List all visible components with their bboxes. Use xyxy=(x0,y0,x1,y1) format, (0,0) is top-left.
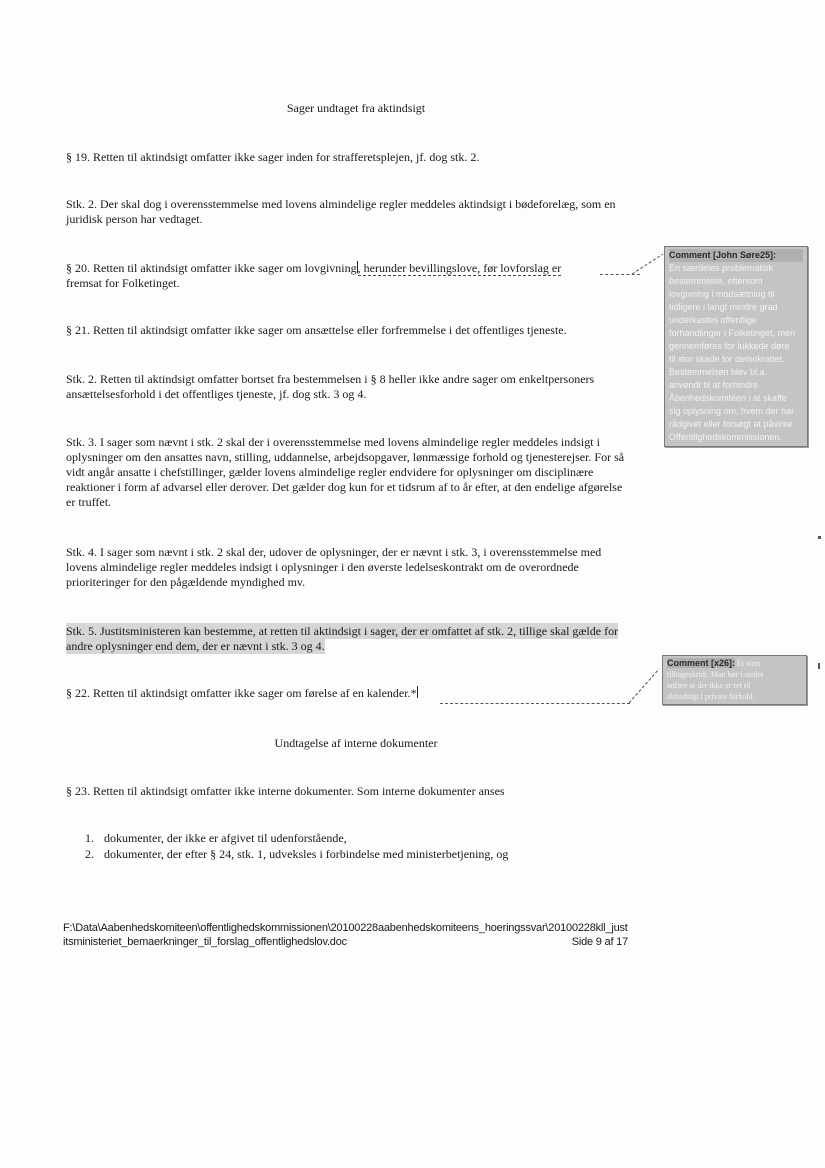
comment-connector xyxy=(625,665,661,707)
comment-connector xyxy=(440,703,630,704)
comment-line: lovgivning i modsætning til xyxy=(669,289,775,299)
page-number: Side 9 af 17 xyxy=(571,936,628,948)
paragraph-22-text: § 22. Retten til aktindsigt omfatter ikke sager om førelse af en kalender. xyxy=(66,686,411,700)
footer-path-line1: F:\Data\Aabenhedskomiteen\offentlighedskommissionen\20100228aabenhedskomiteens_hoeringssvar\20100228kll_just xyxy=(63,922,628,934)
paragraph-19: § 19. Retten til aktindsigt omfatter ikke sager inden for strafferetsplejen, jf. dog stk. 2. xyxy=(66,150,480,164)
comment-line: rådgivet eller forsøgt at påvirke xyxy=(669,419,793,429)
numbered-list xyxy=(85,830,625,862)
list-item xyxy=(85,846,625,862)
list-item xyxy=(85,830,625,846)
paragraph-21-stk3: Stk. 3. I sager som nævnt i stk. 2 skal der i overensstemmelse med lovens almindelige regler meddeles indsigt i oplysninger om den ansattes navn, stilling, uddannelse, arbejdsopgaver, lønmæssige forhold og tjenesterejser. For så vidt angår ansatte i chefstillinger, gælder lovens almindelige regler endvidere for oplysninger om disciplinære reaktioner i form af advarsel eller derover. Det gælder dog kun for et tidsrum af to år efter, at den endelige afgørelse er truffet. xyxy=(66,435,625,509)
page-title: Sager undtaget fra aktindsigt xyxy=(286,101,426,115)
comment-line: anvendt til at forhindre xyxy=(669,380,759,390)
comment-line: bestemmelse, eftersom xyxy=(669,276,763,286)
paragraph-22 xyxy=(66,686,632,701)
list-number: 2. xyxy=(85,847,94,861)
paragraph-20 xyxy=(66,261,632,291)
comment-line: sig oplysning om, hvem der har xyxy=(669,406,795,416)
highlighted-text[interactable]: Stk. 5. Justitsministeren kan bestemme, at retten til aktindsigt i sager, der er omfattet af stk. 2, tillige skal gælde for andre oplysninger end dem, der er nævnt i stk. 3 og 4. xyxy=(66,624,619,653)
comment-line: Bestemmelsen blev bl.a. xyxy=(669,367,768,377)
comment-line: Offentlighedskommissionen. xyxy=(669,432,782,442)
paragraph-19-stk2: Stk. 2. Der skal dog i overensstemmelse med lovens almindelige regler meddeles aktindsigt i bødeforelæg, som en juridisk person har vedtaget. xyxy=(66,197,616,226)
comment-balloon-x26[interactable] xyxy=(662,655,807,705)
comment-author: Comment [x26]: xyxy=(667,658,736,668)
footer xyxy=(63,921,628,949)
comment-line: Et stort xyxy=(735,659,761,668)
paragraph-21-stk5[interactable] xyxy=(66,624,632,654)
paragraph-21: § 21. Retten til aktindsigt omfatter ikke sager om ansættelse eller forfremmelse i det offentliges tjeneste. xyxy=(66,323,567,337)
comment-line: forhandlinger i Folketinget, men xyxy=(669,328,796,338)
paragraph-21-stk2: Stk. 2. Retten til aktindsigt omfatter bortset fra bestemmelsen i § 8 heller ikke andre sager om enkeltpersoners ansættelsesforhold i det offentliges tjeneste, jf. dog stk. 3 og 4. xyxy=(66,372,595,401)
comment-author: Comment [John Søre25]: xyxy=(669,249,803,262)
comment-line: til stor skade for demokratiet. xyxy=(669,354,785,364)
list-number: 1. xyxy=(85,831,94,845)
footer-path-line2: itsministeriet_bemaerkninger_til_forslag_offentlighedslov.doc xyxy=(63,936,347,948)
paragraph-21-stk4: Stk. 4. I sager som nævnt i stk. 2 skal der, udover de oplysninger, der er nævnt i stk. 3, i overensstemmelse med lovens almindelige regler meddeles indsigt i oplysninger i den øverste ledelseskontrakt om de overordnede prioriteringer for den pågældende myndighed mv. xyxy=(66,545,602,589)
comment-balloon-john[interactable] xyxy=(664,246,808,447)
comment-line: tilbageskridt. Man bør i stedet xyxy=(667,670,764,679)
text-cursor xyxy=(417,686,418,698)
paragraph-20-commented-text[interactable]: , herunder bevillingslove, før lovforslag er xyxy=(357,261,562,275)
paragraph-23: § 23. Retten til aktindsigt omfatter ikke interne dokumenter. Som interne dokumenter anses xyxy=(66,784,505,798)
footer-row xyxy=(63,935,628,949)
comment-line: Åbenhedskomitéen i at skaffe xyxy=(669,393,787,403)
comment-line: anføre at der ikke er ret til xyxy=(667,681,751,690)
list-text: dokumenter, der efter § 24, stk. 1, udveksles i forbindelse med ministerbetjening, og xyxy=(104,847,509,861)
paragraph-20-text-a: § 20. Retten til aktindsigt omfatter ikke sager om lovgivning xyxy=(66,261,357,275)
comment-line: En særdeles problematisk xyxy=(669,263,774,273)
comment-line: tidligere i langt mindre grad xyxy=(669,302,778,312)
list-text: dokumenter, der ikke er afgivet til udenforstående, xyxy=(104,831,347,845)
margin-mark xyxy=(818,663,820,669)
comment-anchor-mark[interactable]: * xyxy=(410,686,417,700)
comment-line: aktindsigt i private forhold. xyxy=(667,692,755,701)
comment-line: underkastes offentlige xyxy=(669,315,757,325)
margin-mark xyxy=(818,536,821,539)
paragraph-20-text-c: fremsat for Folketinget. xyxy=(66,276,180,290)
comment-line: gennemføres for lukkede døre xyxy=(669,341,790,351)
section-heading: Undtagelse af interne dokumenter xyxy=(274,736,438,750)
comment-connector xyxy=(630,250,665,280)
